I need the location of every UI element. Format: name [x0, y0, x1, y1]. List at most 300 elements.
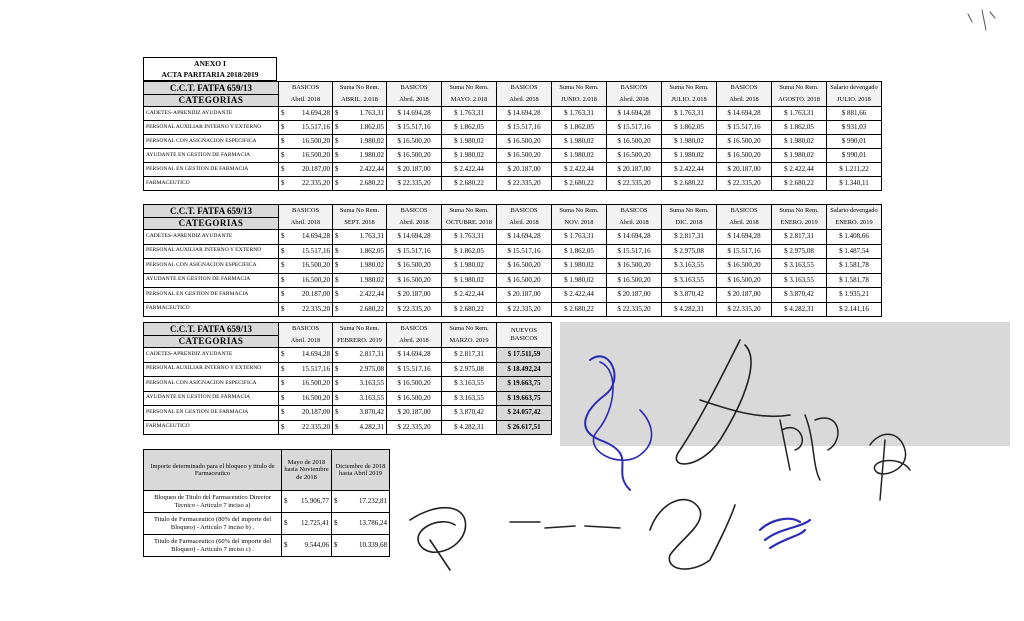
table-cell: $ 3.163,55 [662, 259, 717, 274]
suma-no-rem-value: 3.870,42 [341, 406, 387, 421]
summary-row-label: Titulo de Farmaceutico (60% del importe del Bloqueo) - Articulo 7 inciso c) . [144, 535, 282, 557]
table-cell: $ 3.870,42 [662, 288, 717, 303]
table-cell: $ 1.862,05 [442, 121, 497, 135]
column-header-line1: BASICOS [387, 205, 442, 218]
table-cell: $ 20.187,00 [717, 163, 772, 177]
currency-symbol: $ [279, 348, 287, 363]
table-cell: $ 1.980,02 [552, 149, 607, 163]
table-cell: $ 22.335,20 [497, 177, 552, 191]
table-cell: $ 22.335,20 [387, 302, 442, 317]
signature-1b [593, 362, 651, 460]
suma-no-rem-value: 2.817,31 [341, 348, 387, 363]
summary-value: 10.339,68 [340, 535, 390, 557]
table-cell: $ 1.980,02 [662, 135, 717, 149]
table-cell: $ 2.975,08 [442, 362, 497, 377]
currency-symbol: $ [332, 491, 340, 513]
suma-no-rem-value: 3.163,55 [341, 377, 387, 392]
column-header-line1: Suma No Rem. [772, 82, 827, 95]
table-cell: $ 1.862,05 [552, 244, 607, 259]
currency-symbol: $ [279, 288, 287, 303]
table-cell: $ 931,03 [827, 121, 882, 135]
currency-symbol: $ [333, 377, 341, 392]
suma-no-rem-value: 1.763,31 [341, 107, 387, 121]
column-header-line2: ABRIL. 2.018 [333, 95, 387, 107]
table-cell: $ 14.694,28 [497, 107, 552, 121]
category-label: AYUDANTE EN GESTION DE FARMACIA [144, 273, 279, 288]
column-header-line2: SEPT. 2018 [333, 218, 387, 230]
column-header-line1: Suma No Rem. [552, 82, 607, 95]
table-cell: $ 19.663,75 [497, 391, 552, 406]
table-cell: $ 2.680,22 [772, 177, 827, 191]
annex-subtitle: ACTA PARITARIA 2018/2019 [161, 70, 259, 79]
currency-symbol: $ [279, 259, 287, 274]
category-label: PERSONAL CON ASIGNACION ESPECIFICA [144, 377, 279, 392]
currency-symbol: $ [333, 163, 341, 177]
category-label: FARMACEUTICO [144, 420, 279, 435]
suma-no-rem-value: 1.763,31 [341, 230, 387, 245]
suma-no-rem-value: 2.680,22 [341, 177, 387, 191]
table-cell: $ 22.335,20 [387, 177, 442, 191]
signature-8 [510, 522, 620, 528]
currency-symbol: $ [279, 107, 287, 121]
table-cell: $ 2.680,22 [442, 302, 497, 317]
basico-value: 22.335,20 [287, 302, 333, 317]
column-header-line1: Suma No Rem. [333, 82, 387, 95]
summary-value: 13.786,24 [340, 513, 390, 535]
category-label: CADETES-APRENDIZ AYUDANTE [144, 348, 279, 363]
basico-value: 16.500,20 [287, 149, 333, 163]
category-label: AYUDANTE EN GESTION DE FARMACIA [144, 391, 279, 406]
table-cell: $ 14.694,28 [607, 230, 662, 245]
table-cell: $ 3.163,55 [442, 377, 497, 392]
column-header-line1: Suma No Rem. [442, 205, 497, 218]
table-cell: $ 20.187,00 [717, 288, 772, 303]
currency-symbol: $ [333, 107, 341, 121]
column-header-line2: Abril. 2018 [717, 218, 772, 230]
table-cell: $ 2.817,31 [662, 230, 717, 245]
table-cell: $ 1.980,02 [772, 149, 827, 163]
table-cell: $ 2.975,08 [772, 244, 827, 259]
column-header-line1: BASICOS [279, 205, 333, 218]
category-label: FARMACEUTICO [144, 302, 279, 317]
currency-symbol: $ [333, 230, 341, 245]
cct-label: C.C.T. FATFA 659/13 [144, 205, 279, 218]
column-header-line1: BASICOS [387, 323, 442, 336]
column-header-line2: MAYO. 2.018 [442, 95, 497, 107]
signature-7 [410, 508, 466, 570]
table-cell: $ 2.680,22 [552, 177, 607, 191]
currency-symbol: $ [333, 288, 341, 303]
currency-symbol: $ [279, 302, 287, 317]
table-cell: $ 1.862,05 [552, 121, 607, 135]
table-cell: $ 2.817,31 [442, 348, 497, 363]
table-cell: $ 16.500,20 [497, 149, 552, 163]
column-header-line2: JULIO. 2018 [827, 95, 882, 107]
table-cell: $ 15.517,16 [387, 362, 442, 377]
suma-no-rem-value: 2.680,22 [341, 302, 387, 317]
summary-row-label: Titulo de Farmaceutico (80% del importe del Bloqueo) - Articulo 7 inciso b) . [144, 513, 282, 535]
column-header-line1: BASICOS [607, 82, 662, 95]
column-header-line2: Abril. 2018 [717, 95, 772, 107]
table-cell: $ 16.500,20 [387, 149, 442, 163]
table-cell: $ 1.980,02 [442, 273, 497, 288]
table-cell: $ 3.163,55 [662, 273, 717, 288]
table-cell: $ 22.335,20 [607, 177, 662, 191]
summary-col1-header: Mayo de 2018 hasta Noviembre de 2018 [282, 450, 332, 491]
column-header-line1: BASICOS [607, 205, 662, 218]
table-cell: $ 22.335,20 [387, 420, 442, 435]
table-cell: $ 1.980,02 [442, 259, 497, 274]
table-cell: $ 990,01 [827, 149, 882, 163]
summary-col2-header: Diciembre de 2018 hasta Abril 2019 [332, 450, 390, 491]
suma-no-rem-value: 1.980,02 [341, 259, 387, 274]
suma-no-rem-value: 1.862,05 [341, 244, 387, 259]
category-label: PERSONAL EN GESTION DE FARMACIA [144, 406, 279, 421]
table-cell: $ 18.492,24 [497, 362, 552, 377]
table-cell: $ 22.335,20 [497, 302, 552, 317]
table-cell: $ 14.694,28 [607, 107, 662, 121]
currency-symbol: $ [279, 420, 287, 435]
table-cell: $ 1.581,78 [827, 259, 882, 274]
currency-symbol: $ [279, 177, 287, 191]
table-cell: $ 16.500,20 [497, 135, 552, 149]
currency-symbol: $ [333, 348, 341, 363]
table-cell: $ 3.870,42 [442, 406, 497, 421]
column-header-line2: Abril. 2018 [387, 336, 442, 348]
table-cell: $ 16.500,20 [387, 135, 442, 149]
currency-symbol: $ [279, 163, 287, 177]
basico-value: 14.694,28 [287, 348, 333, 363]
table-cell: $ 1.581,78 [827, 273, 882, 288]
table-cell: $ 24.057,42 [497, 406, 552, 421]
basico-value: 20.187,00 [287, 406, 333, 421]
table-cell: $ 20.187,00 [387, 163, 442, 177]
cct-label: C.C.T. FATFA 659/13 [144, 323, 279, 336]
column-header-line2: FEBRERO. 2019 [333, 336, 387, 348]
table-cell: $ 15.517,16 [387, 121, 442, 135]
table-cell: $ 16.500,20 [607, 259, 662, 274]
basico-value: 15.517,16 [287, 244, 333, 259]
table-cell: $ 2.422,44 [552, 163, 607, 177]
currency-symbol: $ [333, 177, 341, 191]
table-cell: $ 1.980,02 [552, 273, 607, 288]
basico-value: 20.187,00 [287, 288, 333, 303]
table-cell: $ 22.335,20 [717, 177, 772, 191]
column-header-line2: Abril. 2018 [497, 95, 552, 107]
currency-symbol: $ [333, 302, 341, 317]
cct-label: C.C.T. FATFA 659/13 [144, 82, 279, 95]
basico-value: 15.517,16 [287, 362, 333, 377]
table-cell: $ 16.500,20 [387, 273, 442, 288]
table-cell: $ 14.694,28 [497, 230, 552, 245]
currency-symbol: $ [279, 230, 287, 245]
table-cell: $ 3.163,55 [772, 273, 827, 288]
table-cell: $ 2.422,44 [662, 163, 717, 177]
table-cell: $ 16.500,20 [387, 377, 442, 392]
column-header-line2: JUNIO. 2.018 [552, 95, 607, 107]
table-cell: $ 2.680,22 [662, 177, 717, 191]
table-cell: $ 1.763,31 [552, 107, 607, 121]
currency-symbol: $ [279, 406, 287, 421]
column-header-line1: Suma No Rem. [442, 82, 497, 95]
category-label: CADETES-APRENDIZ AYUDANTE [144, 230, 279, 245]
table-cell: $ 22.335,20 [717, 302, 772, 317]
table-cell: $ 15.517,16 [717, 244, 772, 259]
currency-symbol: $ [282, 535, 290, 557]
column-header-line1: Suma No Rem. [333, 323, 387, 336]
column-header-line1: Suma No Rem. [552, 205, 607, 218]
table-cell: $ 1.408,66 [827, 230, 882, 245]
table-cell: $ 15.517,16 [607, 244, 662, 259]
table-cell: $ 2.680,22 [442, 177, 497, 191]
column-header-line2: Abril. 2018 [387, 218, 442, 230]
basico-value: 16.500,20 [287, 391, 333, 406]
table-cell: $ 2.422,44 [552, 288, 607, 303]
category-label: FARMACEUTICO [144, 177, 279, 191]
column-header-line1: Suma No Rem. [772, 205, 827, 218]
table-cell: $ 3.163,55 [772, 259, 827, 274]
table-cell: $ 2.680,22 [552, 302, 607, 317]
currency-symbol: $ [279, 362, 287, 377]
basico-value: 16.500,20 [287, 377, 333, 392]
basico-value: 20.187,00 [287, 163, 333, 177]
currency-symbol: $ [279, 121, 287, 135]
column-header-line2: MARZO. 2019 [442, 336, 497, 348]
currency-symbol: $ [333, 121, 341, 135]
column-header-line2: OCTUBRE. 2018 [442, 218, 497, 230]
table-cell: $ 1.935,21 [827, 288, 882, 303]
table-cell: $ 20.187,00 [607, 288, 662, 303]
column-header-line2: AGOSTO. 2018 [772, 95, 827, 107]
table-cell: $ 4.282,31 [662, 302, 717, 317]
signature-3 [780, 415, 838, 480]
table-cell: $ 1.980,02 [552, 259, 607, 274]
currency-symbol: $ [279, 149, 287, 163]
table-cell: $ 2.422,44 [772, 163, 827, 177]
column-header-line1: Salario devengado [827, 205, 882, 218]
currency-symbol: $ [333, 362, 341, 377]
currency-symbol: $ [333, 391, 341, 406]
currency-symbol: $ [282, 491, 290, 513]
table-cell: $ 16.500,20 [497, 273, 552, 288]
category-label: PERSONAL EN GESTION DE FARMACIA [144, 288, 279, 303]
currency-symbol: $ [332, 535, 340, 557]
suma-no-rem-value: 2.422,44 [341, 163, 387, 177]
table-cell: $ 20.187,00 [387, 406, 442, 421]
table-cell: $ 14.694,28 [387, 230, 442, 245]
currency-symbol: $ [333, 135, 341, 149]
categorias-label: CATEGORIAS [144, 218, 279, 230]
table-cell: $ 20.187,00 [387, 288, 442, 303]
table-cell: $ 1.980,02 [552, 135, 607, 149]
summary-value: 17.232,81 [340, 491, 390, 513]
table-cell: $ 14.694,28 [387, 348, 442, 363]
table-cell: $ 4.282,31 [772, 302, 827, 317]
basico-value: 16.500,20 [287, 135, 333, 149]
table-cell: $ 1.862,05 [442, 244, 497, 259]
column-header-line2: Abril. 2018 [497, 218, 552, 230]
basico-value: 14.694,28 [287, 107, 333, 121]
category-label: PERSONAL AUXILIAR INTERNO Y EXTERNO [144, 362, 279, 377]
table-cell: $ 14.694,28 [717, 230, 772, 245]
currency-symbol: $ [333, 259, 341, 274]
table-cell: $ 17.511,59 [497, 348, 552, 363]
table-cell: $ 16.500,20 [387, 391, 442, 406]
table-cell: $ 20.187,00 [607, 163, 662, 177]
table-cell: $ 2.422,44 [442, 288, 497, 303]
category-label: PERSONAL AUXILIAR INTERNO Y EXTERNO [144, 244, 279, 259]
column-header-line2: NOV. 2018 [552, 218, 607, 230]
column-header-line1: Salario devengado [827, 82, 882, 95]
table-cell: $ 1.980,02 [442, 149, 497, 163]
currency-symbol: $ [332, 513, 340, 535]
table-cell: $ 1.763,31 [772, 107, 827, 121]
signature-1 [585, 356, 630, 490]
table-cell: $ 2.422,44 [442, 163, 497, 177]
column-header-line1: BASICOS [279, 323, 333, 336]
column-header-line1: BASICOS [497, 82, 552, 95]
table-cell: $ 19.663,75 [497, 377, 552, 392]
column-header-line2: ENERO. 2019 [827, 218, 882, 230]
currency-symbol: $ [333, 149, 341, 163]
table-cell: $ 22.335,20 [607, 302, 662, 317]
suma-no-rem-value: 2.422,44 [341, 288, 387, 303]
table-cell: $ 16.500,20 [607, 135, 662, 149]
currency-symbol: $ [279, 377, 287, 392]
currency-symbol: $ [279, 244, 287, 259]
table-cell: $ 1.763,31 [442, 107, 497, 121]
table-cell: $ 2.141,16 [827, 302, 882, 317]
basico-value: 16.500,20 [287, 259, 333, 274]
categorias-label: CATEGORIAS [144, 336, 279, 348]
table-cell: $ 1.340,11 [827, 177, 882, 191]
column-header-line2: Abril. 2018 [279, 336, 333, 348]
table-cell: $ 14.694,28 [387, 107, 442, 121]
signature-2 [676, 340, 790, 464]
table-cell: $ 16.500,20 [497, 259, 552, 274]
currency-symbol: $ [279, 391, 287, 406]
column-header-line1: Suma No Rem. [662, 205, 717, 218]
column-header-line2: Abril. 2018 [279, 218, 333, 230]
category-label: PERSONAL EN GESTION DE FARMACIA [144, 163, 279, 177]
summary-header: Importe determinado para el bloqueo y titulo de Farmaceutico [144, 450, 282, 491]
table-cell: $ 14.694,28 [717, 107, 772, 121]
summary-row-label: Bloqueo de Titulo del Farmaceutico Director Tecnico - Articulo 7 inciso a) [144, 491, 282, 513]
summary-value: 12.725,41 [290, 513, 332, 535]
signature-6 [760, 519, 810, 548]
suma-no-rem-value: 1.980,02 [341, 149, 387, 163]
column-header-line2: Abril. 2018 [607, 95, 662, 107]
table-cell: $ 3.163,55 [442, 391, 497, 406]
table-cell: $ 2.975,08 [662, 244, 717, 259]
corner-mark [968, 10, 995, 30]
currency-symbol: $ [282, 513, 290, 535]
column-header-line1: Suma No Rem. [442, 323, 497, 336]
category-label: PERSONAL AUXILIAR INTERNO Y EXTERNO [144, 121, 279, 135]
column-header-line1: Suma No Rem. [333, 205, 387, 218]
basico-value: 16.500,20 [287, 273, 333, 288]
suma-no-rem-value: 1.980,02 [341, 135, 387, 149]
column-header-line2: DIC. 2018 [662, 218, 717, 230]
table-cell: $ 990,01 [827, 135, 882, 149]
column-header-line2: Abril. 2018 [607, 218, 662, 230]
table-cell: $ 26.617,51 [497, 420, 552, 435]
currency-symbol: $ [333, 406, 341, 421]
table-cell: $ 1.487,54 [827, 244, 882, 259]
table-cell: $ 15.517,16 [497, 244, 552, 259]
column-header-line1: BASICOS [279, 82, 333, 95]
categorias-label: CATEGORIAS [144, 95, 279, 107]
suma-no-rem-value: 2.975,08 [341, 362, 387, 377]
suma-no-rem-value: 1.980,02 [341, 273, 387, 288]
table-cell: $ 16.500,20 [717, 259, 772, 274]
annex-title: ANEXO I [194, 59, 226, 68]
table-cell: $ 15.517,16 [387, 244, 442, 259]
table-cell: $ 1.862,05 [662, 121, 717, 135]
category-label: CADETES-APRENDIZ AYUDANTE [144, 107, 279, 121]
suma-no-rem-value: 4.282,31 [341, 420, 387, 435]
table-cell: $ 16.500,20 [717, 149, 772, 163]
table-cell: $ 1.763,31 [552, 230, 607, 245]
table-cell: $ 16.500,20 [607, 273, 662, 288]
column-header-line1: BASICOS [717, 82, 772, 95]
column-header-line1: BASICOS [387, 82, 442, 95]
table-cell: $ 4.282,31 [442, 420, 497, 435]
column-header-line1: BASICOS [717, 205, 772, 218]
currency-symbol: $ [279, 135, 287, 149]
table-cell: $ 1.980,02 [662, 149, 717, 163]
column-header-line2: ENERO. 2019 [772, 218, 827, 230]
basico-value: 22.335,20 [287, 420, 333, 435]
currency-symbol: $ [333, 420, 341, 435]
category-label: PERSONAL CON ASIGNACION ESPECIFICA [144, 135, 279, 149]
suma-no-rem-value: 3.163,55 [341, 391, 387, 406]
currency-symbol: $ [333, 273, 341, 288]
table-cell: $ 15.517,16 [717, 121, 772, 135]
table-cell: $ 881,66 [827, 107, 882, 121]
suma-no-rem-value: 1.862,05 [341, 121, 387, 135]
currency-symbol: $ [279, 273, 287, 288]
summary-value: 15.906,77 [290, 491, 332, 513]
table-cell: $ 16.500,20 [607, 149, 662, 163]
table-cell: $ 1.980,02 [772, 135, 827, 149]
category-label: AYUDANTE EN GESTION DE FARMACIA [144, 149, 279, 163]
basico-value: 14.694,28 [287, 230, 333, 245]
table-cell: $ 3.870,42 [772, 288, 827, 303]
category-label: PERSONAL CON ASIGNACION ESPECIFICA [144, 259, 279, 274]
currency-symbol: $ [333, 244, 341, 259]
signature-5 [650, 500, 735, 569]
table-cell: $ 16.500,20 [717, 273, 772, 288]
column-header-line2: JULIO. 2.018 [662, 95, 717, 107]
column-header-line2: Abril. 2018 [279, 95, 333, 107]
column-header-line1: Suma No Rem. [662, 82, 717, 95]
table-cell: $ 16.500,20 [717, 135, 772, 149]
table-cell: $ 1.862,05 [772, 121, 827, 135]
column-header-line2: Abril. 2018 [387, 95, 442, 107]
table-cell: $ 1.763,31 [442, 230, 497, 245]
table-cell: $ 20.187,00 [497, 288, 552, 303]
table-cell: $ 2.817,31 [772, 230, 827, 245]
table-cell: $ 20.187,00 [497, 163, 552, 177]
table-cell: $ 1.763,31 [662, 107, 717, 121]
basico-value: 15.517,16 [287, 121, 333, 135]
summary-value: 9.544,06 [290, 535, 332, 557]
table-cell: $ 15.517,16 [497, 121, 552, 135]
signature-4 [870, 434, 910, 500]
table-cell: $ 1.980,02 [442, 135, 497, 149]
column-header-line1: NUEVOS BASICOS [497, 323, 552, 348]
